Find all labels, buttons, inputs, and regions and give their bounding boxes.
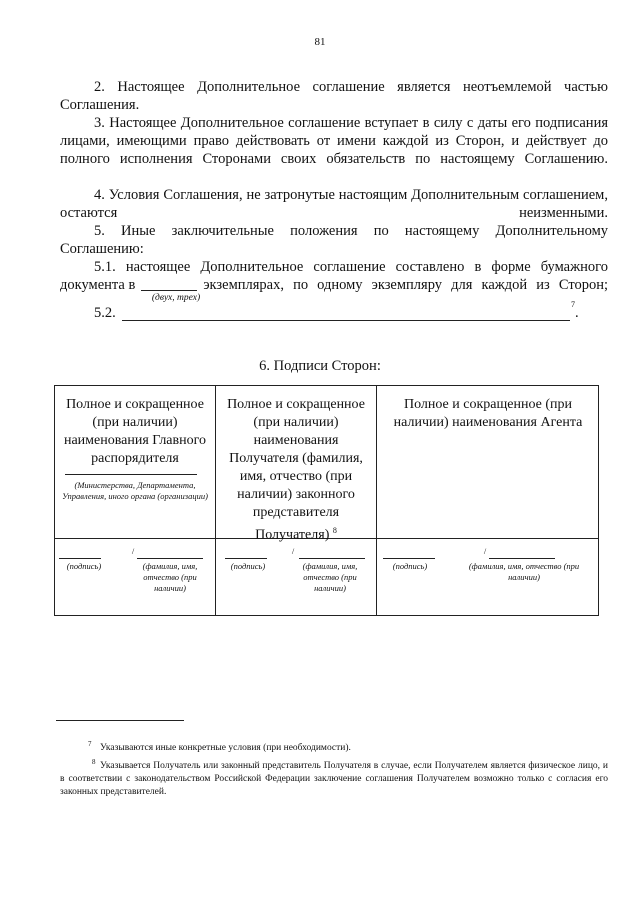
footnote-ref-7: 7 — [571, 300, 575, 309]
footnote-7-text: Указываются иные конкретные условия (при необходимости). — [100, 743, 351, 753]
copies-hint: (двух, трех) — [151, 293, 201, 303]
col1-hint: (Министерства, Департамента, Управления, иного органа (организации) — [62, 480, 208, 501]
page-number: 81 — [314, 36, 326, 48]
col3-slash: / — [483, 546, 487, 556]
col1-header: Полное и сокращенное (при наличии) наименования Главного распорядителя — [63, 397, 207, 466]
col3-sign-label: (подпись) — [392, 561, 428, 571]
col3-header: Полное и сокращенное (при наличии) наименования Агента — [393, 397, 583, 430]
copies-count-blank — [141, 290, 197, 291]
table-divider-1 — [215, 386, 216, 615]
col2-header — [218, 396, 374, 545]
col1-slash: / — [131, 546, 135, 556]
paragraph-2: 2. Настоящее Дополнительное соглашение является неотъемлемой частью Соглашения. — [60, 79, 608, 113]
footnote-separator — [56, 720, 184, 721]
col3-name-label: (фамилия, имя, отчество (при наличии) — [468, 561, 580, 582]
col1-name-label: (фамилия, имя, отчество (при наличии) — [142, 561, 198, 593]
col1-name-line — [137, 558, 203, 559]
col1-blank — [65, 474, 197, 475]
col2-name-label: (фамилия, имя, отчество (при наличии) — [302, 561, 358, 593]
footnote-8-text: Указывается Получатель или законный представитель Получателя в случае, если Получателем является физическое лицо, и в соответствии с законодательством Российской Федерации заключение соглашения Получателем возможно только с согласия его законных представителей. — [60, 761, 608, 797]
paragraph-5-2-blank — [122, 320, 570, 321]
paragraph-5-2-label: 5.2. — [94, 305, 116, 321]
col2-sign-line — [225, 558, 267, 559]
col2-name-line — [299, 558, 365, 559]
paragraph-5-1-line-2 — [60, 276, 608, 294]
paragraph-5-2-end: . — [575, 305, 579, 321]
footnote-8-mark: 8 — [92, 758, 96, 766]
col1-sign-line — [59, 558, 101, 559]
paragraph-5-1-prefix: документа в — [60, 277, 136, 293]
paragraph-4: 4. Условия Соглашения, не затронутые настоящим Дополнительным соглашением, остаются неизменными. — [60, 187, 608, 221]
paragraph-3: 3. Настоящее Дополнительное соглашение вступает в силу с даты его подписания лицами, имеющими право действовать от имени каждой из Сторон, и действует до полного исполнения Сторонами своих обязательств по настоящему Соглашению. — [60, 115, 608, 167]
footnote-7-mark: 7 — [88, 740, 92, 748]
paragraph-5: 5. Иные заключительные положения по настоящему Дополнительному Соглашению: — [60, 223, 608, 257]
col2-slash: / — [291, 546, 295, 556]
paragraph-5-1-line-1: 5.1. настоящее Дополнительное соглашение составлено в форме бумажного — [94, 259, 608, 275]
col2-sign-label: (подпись) — [230, 561, 266, 571]
signatures-table — [54, 385, 599, 616]
col2-header-text: Полное и сокращенное (при наличии) наименования Получателя (фамилия, имя, отчество (при наличии) законного представителя Получателя) — [227, 397, 365, 543]
col3-name-line — [489, 558, 555, 559]
col3-sign-line — [383, 558, 435, 559]
col1-sign-label: (подпись) — [66, 561, 102, 571]
section-6-title: 6. Подписи Сторон: — [259, 358, 381, 374]
table-divider-2 — [376, 386, 377, 615]
footnote-ref-8: 8 — [332, 526, 337, 535]
paragraph-5-1-suffix: экземплярах, по одному экземпляру для каждой из Сторон; — [203, 277, 608, 293]
